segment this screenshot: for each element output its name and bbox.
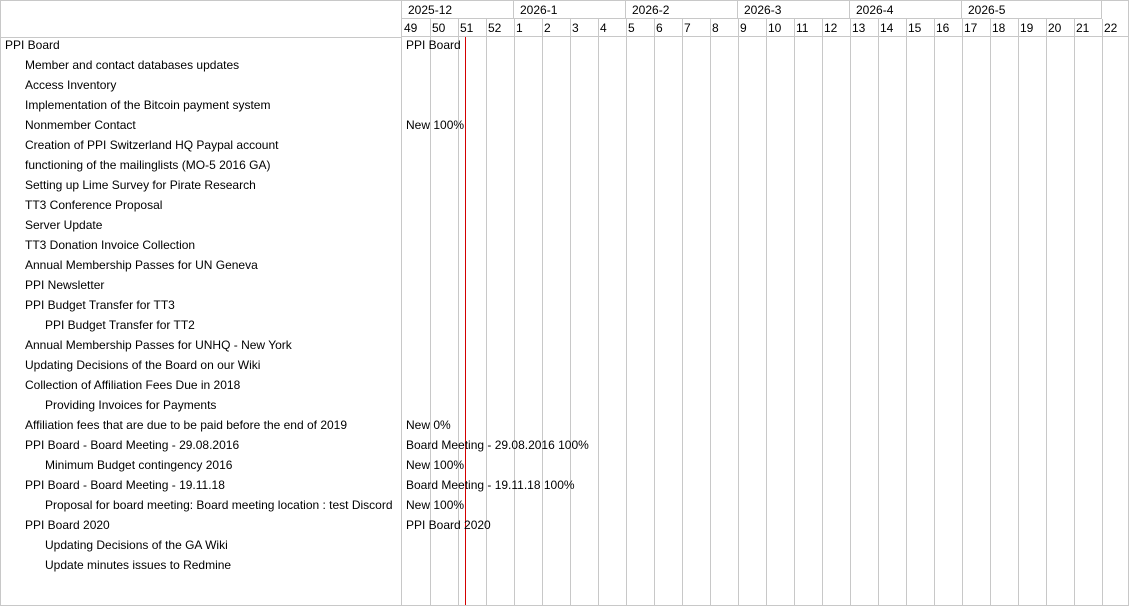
week-51: 51 (458, 19, 486, 37)
week-gridline (682, 19, 683, 605)
issue-subject[interactable]: Nonmember Contact (25, 118, 136, 132)
week-gridline (514, 19, 515, 605)
issue-subject[interactable]: Minimum Budget contingency 2016 (45, 458, 233, 472)
week-gridline (878, 19, 879, 605)
week-19: 19 (1018, 19, 1046, 37)
week-gridline (1018, 19, 1019, 605)
issue-subject[interactable]: Affiliation fees that are due to be paid before the end of 2019 (25, 418, 348, 432)
week-gridline (934, 19, 935, 605)
issue-subject[interactable]: PPI Board 2020 (25, 518, 110, 532)
week-7: 7 (682, 19, 710, 37)
issue-subject[interactable]: functioning of the mailinglists (MO-5 2016 GA) (25, 158, 271, 172)
week-18: 18 (990, 19, 1018, 37)
week-gridline (1046, 19, 1047, 605)
issue-subject[interactable]: TT3 Donation Invoice Collection (25, 238, 196, 252)
task-bar-label: New 100% (406, 458, 465, 472)
week-22: 22 (1102, 19, 1129, 37)
week-4: 4 (598, 19, 626, 37)
week-10: 10 (766, 19, 794, 37)
issue-subject[interactable]: Implementation of the Bitcoin payment system (25, 98, 271, 112)
week-gridline (794, 19, 795, 605)
month-2026-1: 2026-1 (514, 1, 626, 19)
week-gridline (850, 19, 851, 605)
week-gridline (766, 19, 767, 605)
week-gridline (738, 19, 739, 605)
task-bar-label: Board Meeting - 29.08.2016 100% (406, 438, 589, 452)
week-1: 1 (514, 19, 542, 37)
week-gridline (1102, 19, 1103, 605)
issue-subject[interactable]: Updating Decisions of the GA Wiki (45, 538, 228, 552)
week-gridline (710, 19, 711, 605)
issue-subject[interactable]: Annual Membership Passes for UNHQ - New York (25, 338, 292, 352)
issue-subject[interactable]: PPI Newsletter (25, 278, 105, 292)
issue-subject[interactable]: TT3 Conference Proposal (25, 198, 163, 212)
issue-subject[interactable]: Collection of Affiliation Fees Due in 2018 (25, 378, 241, 392)
issue-subject[interactable]: Access Inventory (25, 78, 117, 92)
week-gridline (626, 19, 627, 605)
task-bar-label: PPI Board (406, 38, 461, 52)
subjects-column (1, 1, 401, 605)
month-2026-5: 2026-5 (962, 1, 1102, 19)
month-2026-4: 2026-4 (850, 1, 962, 19)
week-gridline (962, 19, 963, 605)
week-gridline (542, 19, 543, 605)
week-8: 8 (710, 19, 738, 37)
task-bar-label: New 100% (406, 118, 465, 132)
issue-subject[interactable]: PPI Budget Transfer for TT3 (25, 298, 175, 312)
issue-subject[interactable]: Member and contact databases updates (25, 58, 240, 72)
issue-subject[interactable]: PPI Board - Board Meeting - 19.11.18 (25, 478, 225, 492)
issue-subject[interactable]: PPI Board (5, 38, 60, 52)
week-11: 11 (794, 19, 822, 37)
issue-subject[interactable]: Proposal for board meeting: Board meeting location : test Discord (45, 498, 393, 512)
week-49: 49 (402, 19, 430, 37)
week-gridline (570, 19, 571, 605)
week-gridline (1074, 19, 1075, 605)
week-9: 9 (738, 19, 766, 37)
timeline-area (401, 1, 1128, 605)
week-16: 16 (934, 19, 962, 37)
month-2025-12: 2025-12 (402, 1, 514, 19)
week-6: 6 (654, 19, 682, 37)
week-gridline (822, 19, 823, 605)
subjects-header (1, 1, 401, 38)
task-bar-label: New 0% (406, 418, 451, 432)
week-50: 50 (430, 19, 458, 37)
week-13: 13 (850, 19, 878, 37)
week-21: 21 (1074, 19, 1102, 37)
issue-subject[interactable]: PPI Budget Transfer for TT2 (45, 318, 195, 332)
week-12: 12 (822, 19, 850, 37)
issue-subject[interactable]: Creation of PPI Switzerland HQ Paypal account (25, 138, 279, 152)
task-bar-label: New 100% (406, 498, 465, 512)
week-20: 20 (1046, 19, 1074, 37)
week-2: 2 (542, 19, 570, 37)
week-gridline (906, 19, 907, 605)
issue-subject[interactable]: Update minutes issues to Redmine (45, 558, 232, 572)
issue-subject[interactable]: Providing Invoices for Payments (45, 398, 217, 412)
week-3: 3 (570, 19, 598, 37)
week-gridline (990, 19, 991, 605)
month-2026-3: 2026-3 (738, 1, 850, 19)
issue-subject[interactable]: Setting up Lime Survey for Pirate Research (25, 178, 256, 192)
issue-subject[interactable]: PPI Board - Board Meeting - 29.08.2016 (25, 438, 240, 452)
week-14: 14 (878, 19, 906, 37)
month-2026-2: 2026-2 (626, 1, 738, 19)
task-bar-label: PPI Board 2020 (406, 518, 491, 532)
task-bar-label: Board Meeting - 19.11.18 100% (406, 478, 575, 492)
week-17: 17 (962, 19, 990, 37)
issue-subject[interactable]: Server Update (25, 218, 103, 232)
issue-subject[interactable]: Annual Membership Passes for UN Geneva (25, 258, 258, 272)
week-5: 5 (626, 19, 654, 37)
issue-subject[interactable]: Updating Decisions of the Board on our Wiki (25, 358, 261, 372)
week-52: 52 (486, 19, 514, 37)
week-gridline (654, 19, 655, 605)
week-15: 15 (906, 19, 934, 37)
week-gridline (598, 19, 599, 605)
